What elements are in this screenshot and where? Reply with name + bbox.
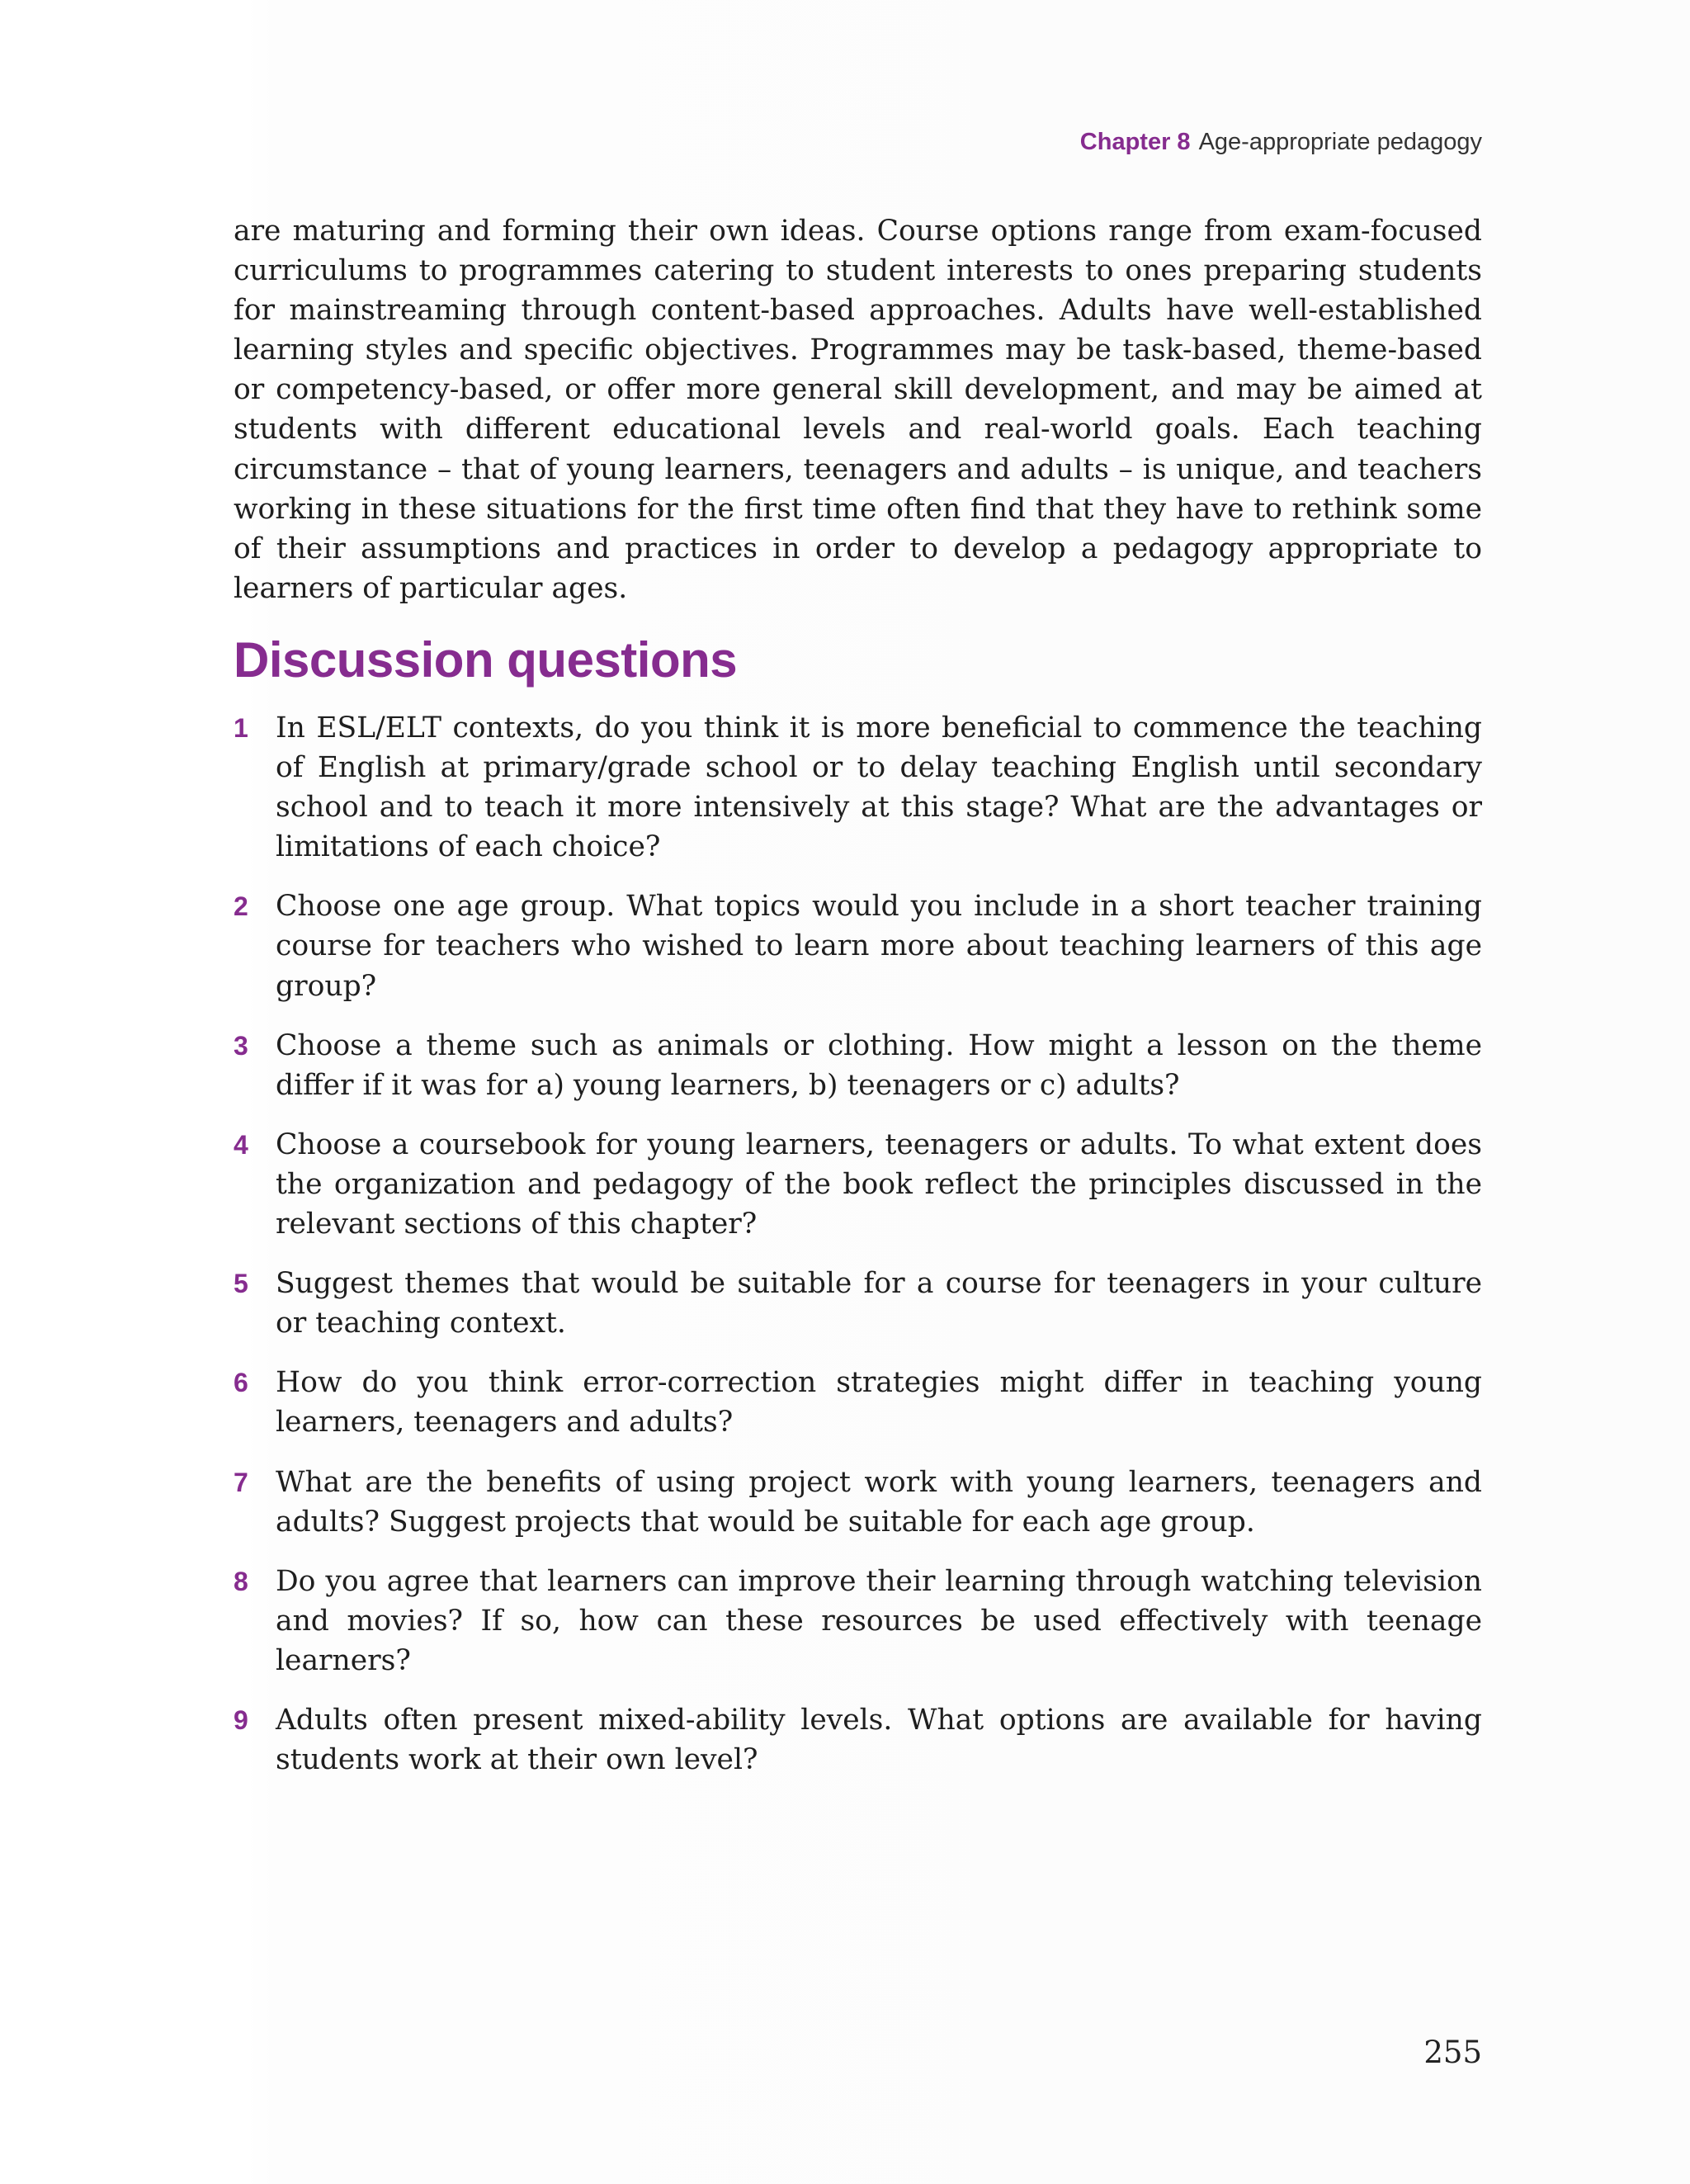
section-heading: Discussion questions [234,632,738,688]
question-item [234,1125,1482,1244]
question-number: 6 [234,1368,248,1398]
question-item [234,1463,1482,1542]
question-number: 8 [234,1566,248,1596]
question-number: 9 [234,1704,248,1735]
question-number: 5 [234,1269,248,1299]
question-item [234,886,1482,1005]
chapter-label: Chapter 8 [1079,129,1191,155]
question-item [234,1026,1482,1105]
question-text: Choose one age group. What topics would you include in a short teacher training course for teachers who wished to learn more about teaching learners of this age group? [276,890,1482,1003]
question-text: What are the benefits of using project work with young learners, teenagers and adults? Suggest projects that would be suitable for each age group. [276,1465,1482,1539]
question-text: Choose a theme such as animals or clothing. How might a lesson on the theme differ if it was for a) young learners, b) teenagers or c) adults? [276,1028,1482,1102]
question-text: Adults often present mixed-ability levels. What options are available for having students work at their own level? [276,1703,1482,1777]
question-number: 4 [234,1129,248,1160]
question-text: Choose a coursebook for young learners, teenagers or adults. To what extent does the organization and pedagogy of the book reflect the principles discussed in the relevant sections of this chapter? [276,1127,1482,1241]
question-number: 2 [234,891,248,922]
question-number: 1 [234,713,248,743]
question-item [234,708,1482,867]
chapter-title: Age-appropriate pedagogy [1198,129,1482,155]
question-number: 7 [234,1467,248,1497]
question-item [234,1264,1482,1343]
discussion-questions-list [234,708,1482,1799]
page-number: 255 [1423,2035,1482,2070]
question-text: In ESL/ELT contexts, do you think it is more beneficial to commence the teaching of English at primary/grade school or to delay teaching English until secondary school and to teach it more intensively at this stage? What are the advantages or limitations of each choice? [276,711,1482,864]
question-item [234,1700,1482,1780]
question-item [234,1363,1482,1442]
question-text: How do you think error-correction strategies might differ in teaching young learners, teenagers and adults? [276,1366,1482,1439]
question-number: 3 [234,1030,248,1061]
question-text: Do you agree that learners can improve their learning through watching television and movies? If so, how can these resources be used effectively with teenage learners? [276,1564,1482,1677]
running-header [1080,129,1482,156]
intro-paragraph: are maturing and forming their own ideas. Course options range from exam-focused curriculums to programmes catering to student interests to ones preparing students for mainstreaming through content-based approaches. Adults have well-established learning styles and specific objectives. Programmes may be task-based, theme-based or competency-based, or offer more general skill development, and may be aimed at students with different educational levels and real-world goals. Each teaching circumstance – that of young learners, teenagers and adults – is unique, and teachers working in these situations for the first time often find that they have to rethink some of their assumptions and practices in order to develop a pedagogy appropriate to learners of particular ages. [234,215,1482,605]
question-item [234,1562,1482,1681]
question-text: Suggest themes that would be suitable for a course for teenagers in your culture or teaching context. [276,1267,1482,1340]
